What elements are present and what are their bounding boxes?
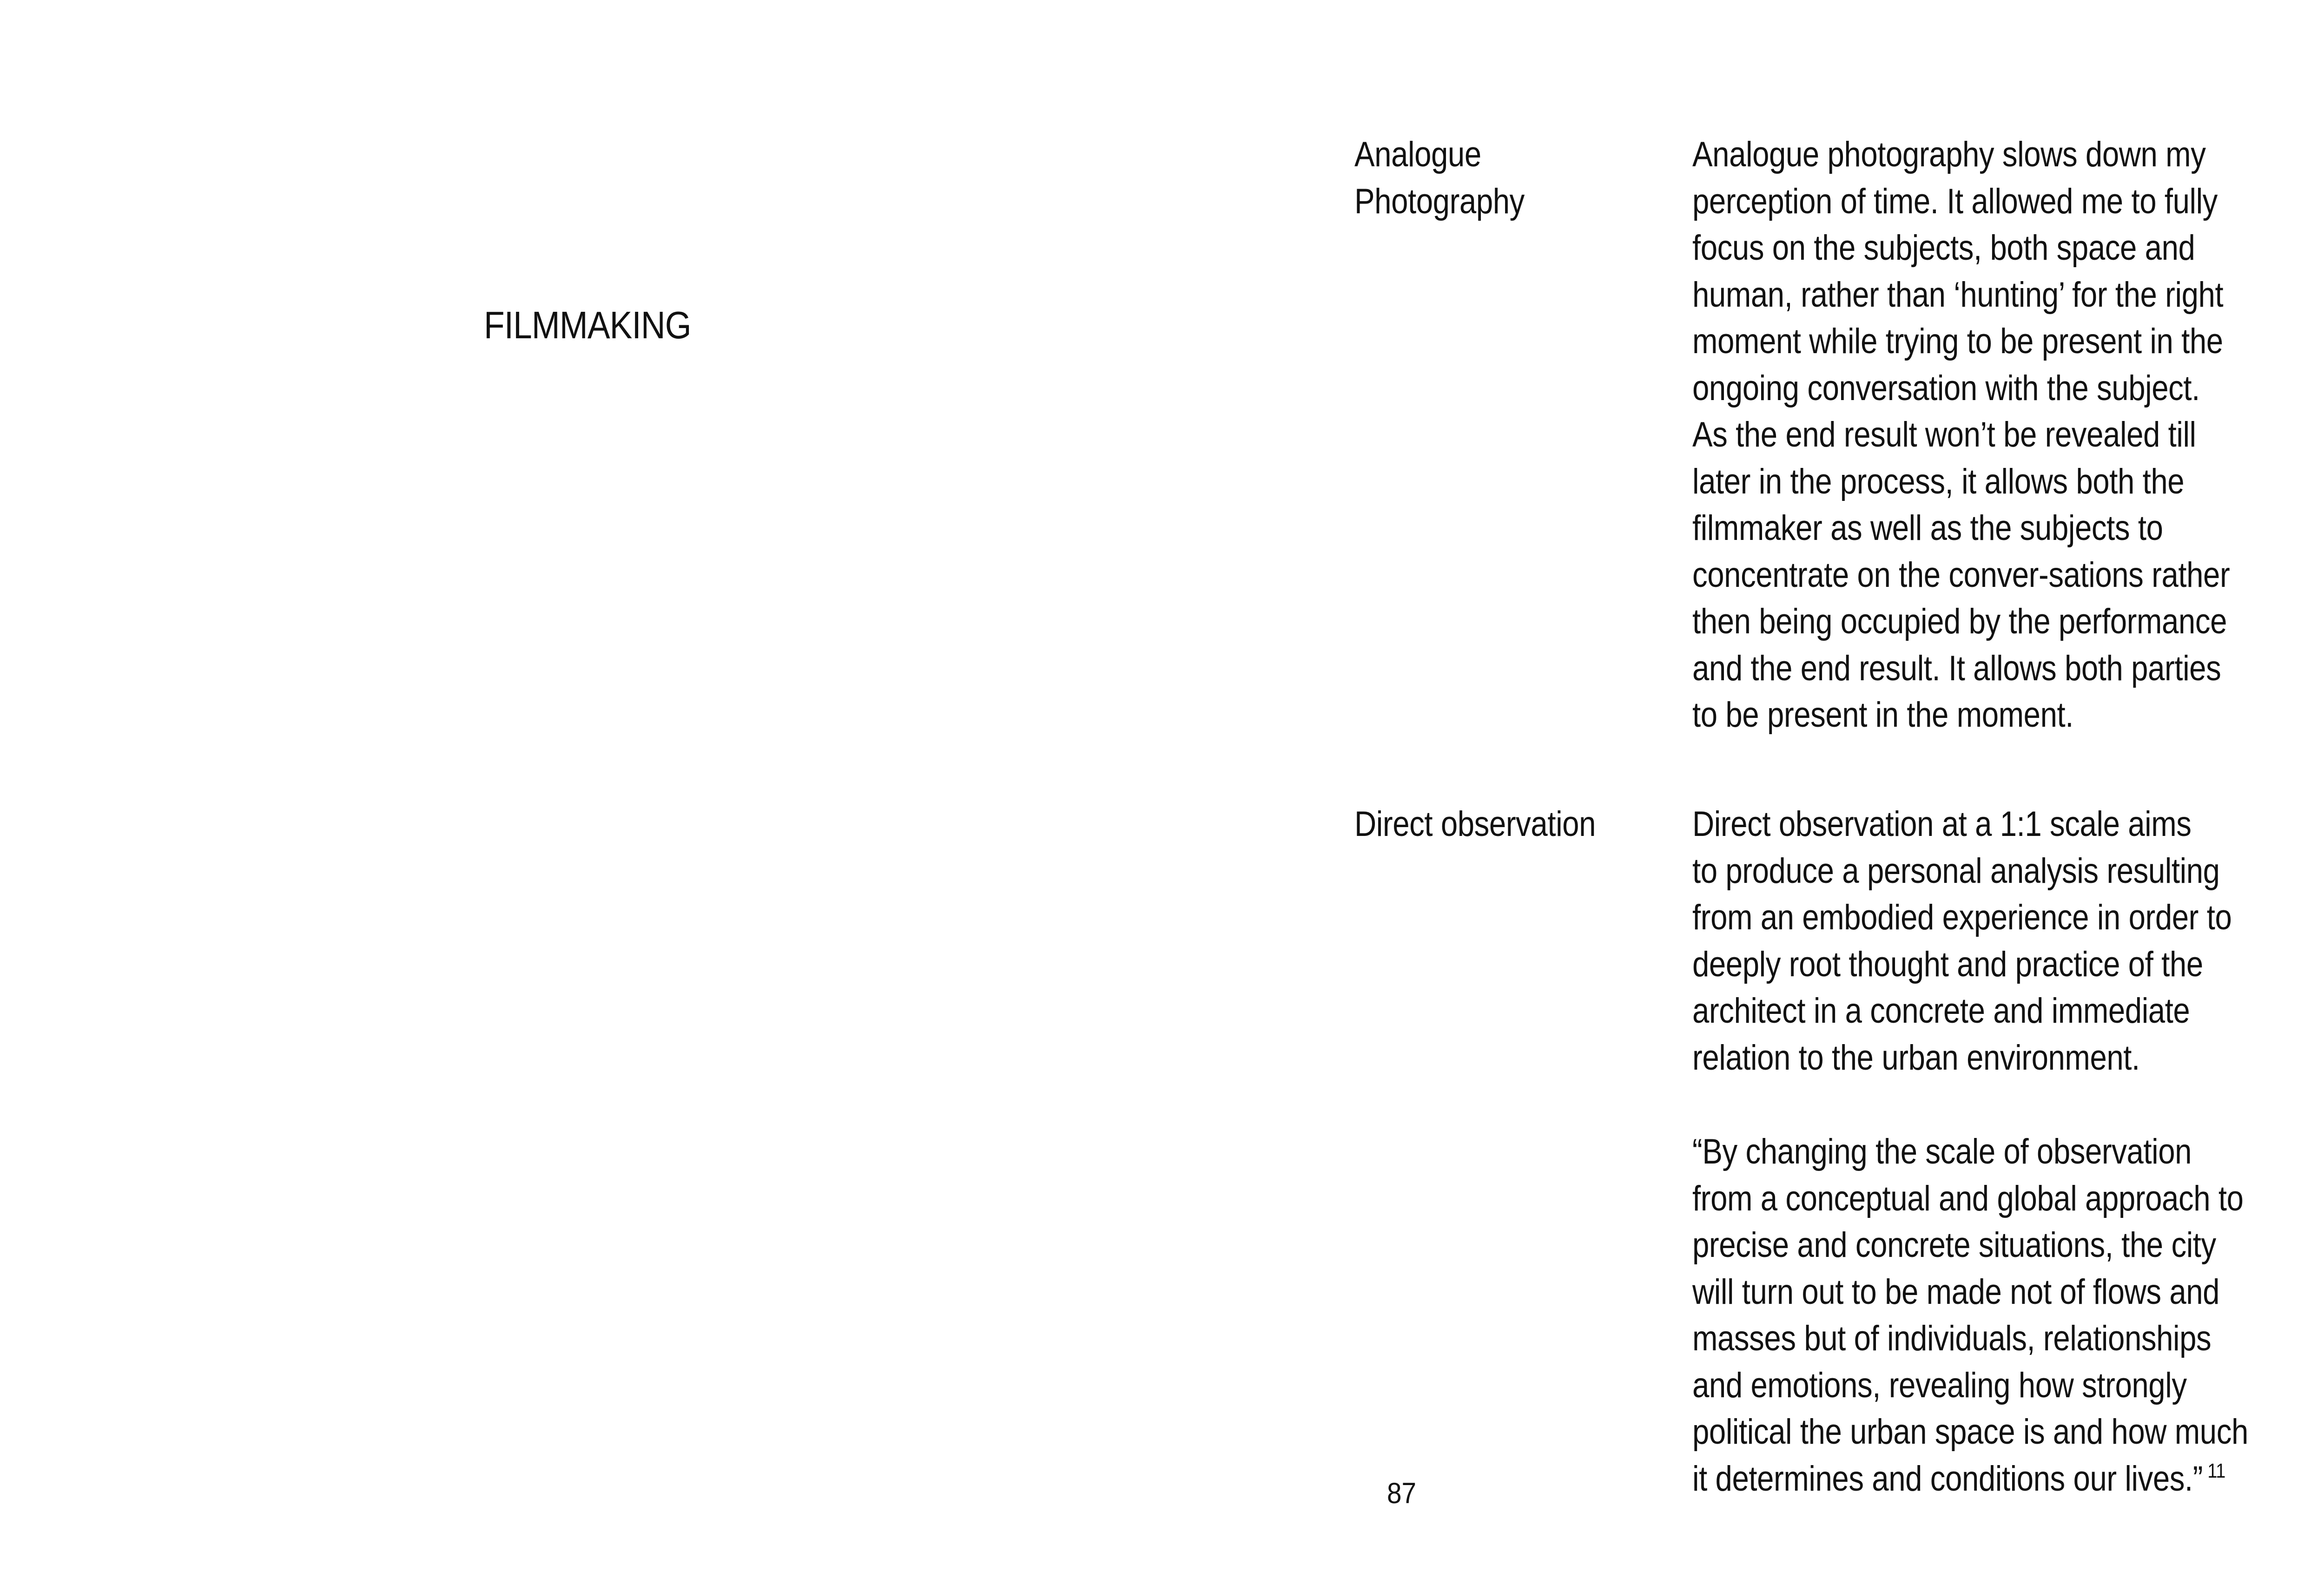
entry-text-analogue-photography: Analogue photography slows down my perception of time. It allowed me to fully focus on the subjects, both space and human, rather than ‘hunting’ for the right moment while trying to be present in the ongoing conversation with the subject. As the end result won’t be revealed till later in the process, it allows both the filmmaker as well as the subjects to concentrate on the conver-sations rather then being occupied by the performance and the end result. It allows both parties to be present in the moment. [1692, 135, 2230, 735]
entry-label-direct-observation: Direct observation [1354, 804, 1596, 844]
footnote-marker: 11 [2207, 1459, 2225, 1482]
quote-block [1692, 1129, 2284, 1502]
entry-label-analogue-photography: Analogue Photography [1354, 135, 1525, 221]
page-number: 87 [1387, 1477, 1417, 1510]
quote-text: “By changing the scale of observation from a conceptual and global approach to precise and concrete situations, the city will turn out to be made not of flows and masses but of individuals, relationships and emotions, revealing how strongly political the urban space is and how much it determines and conditions our lives.” [1692, 1132, 2248, 1499]
section-title: FILMMAKING [484, 303, 691, 347]
entry-text-direct-observation: Direct observation at a 1:1 scale aims to produce a personal analysis resulting from an embodied experience in order to deeply root thought and practice of the architect in a concrete and immediate relation to the urban environment. [1692, 804, 2232, 1078]
